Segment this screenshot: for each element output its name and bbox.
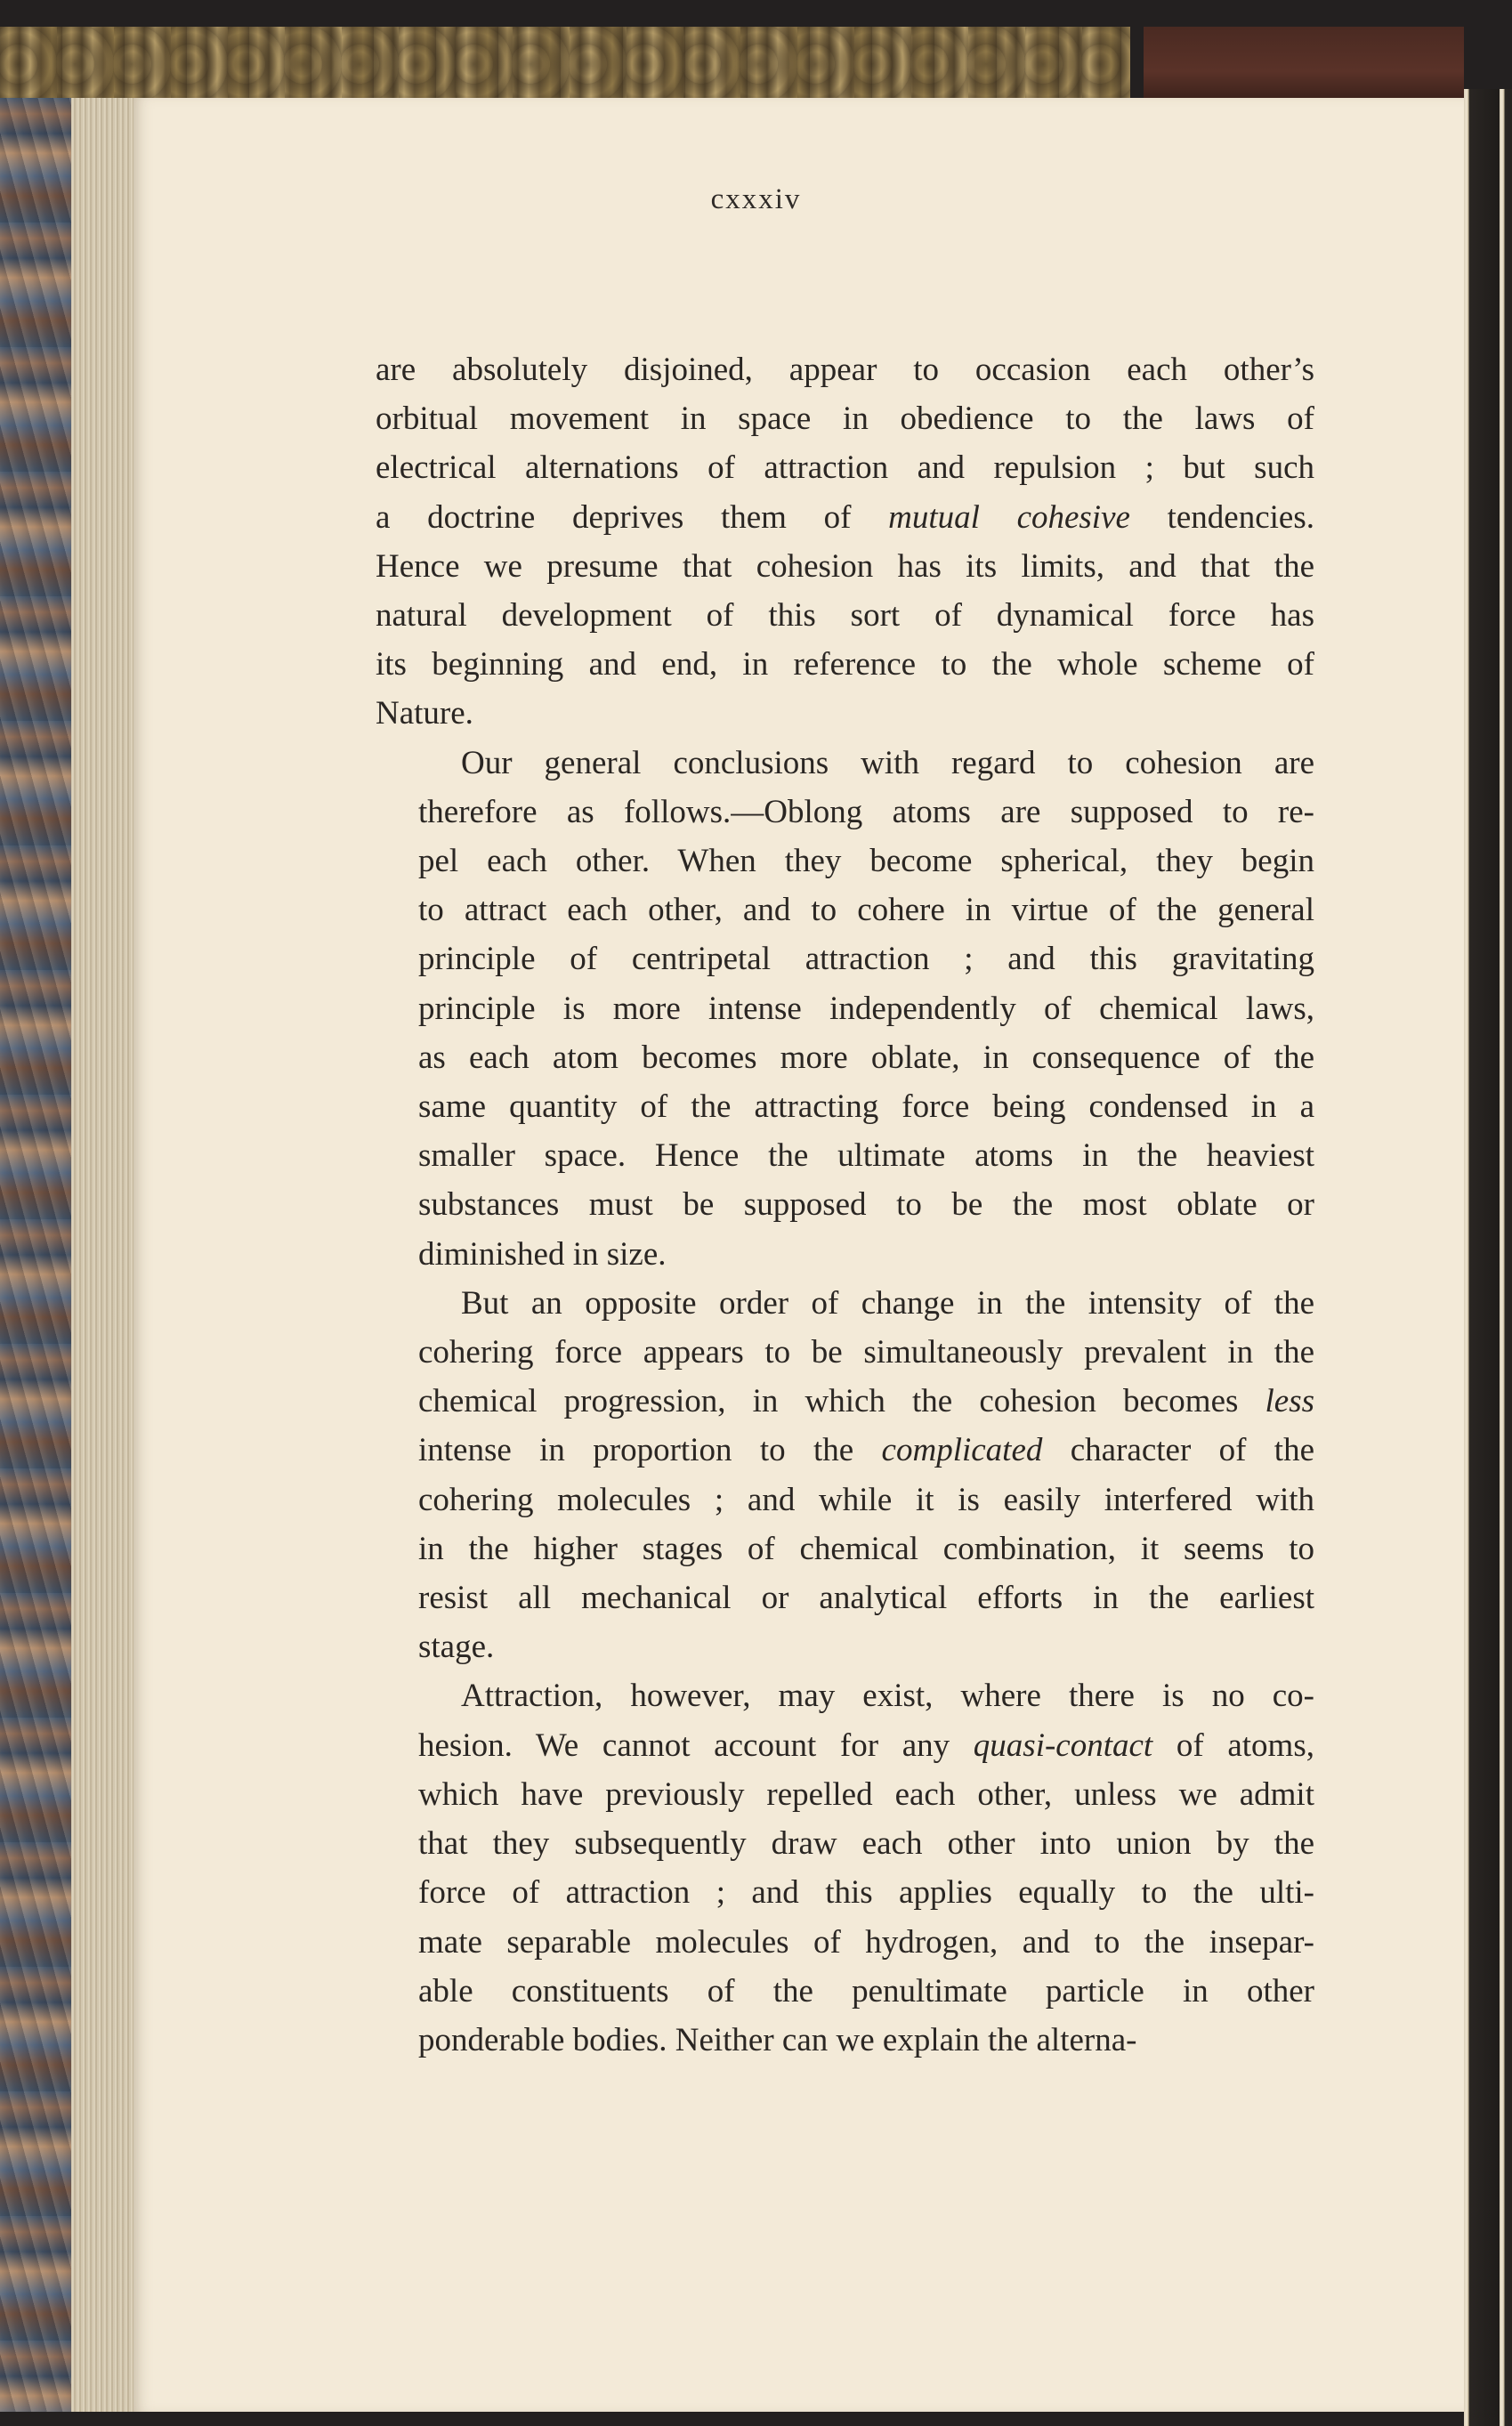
text-line (376, 1082, 1314, 1131)
text-line (376, 885, 1314, 934)
text-line (376, 1819, 1314, 1868)
text-segment: orbitual movement in space in obedience to the laws of (376, 400, 1314, 438)
text-segment: same quantity of the attracting force being condensed in a (418, 1088, 1314, 1126)
text-line (376, 1033, 1314, 1082)
text-line (376, 443, 1314, 492)
text-line (376, 1180, 1314, 1229)
text-line (376, 493, 1314, 542)
text-line (376, 1524, 1314, 1573)
text-line (376, 1918, 1314, 1967)
text-line (376, 788, 1314, 837)
text-segment: character of the (1042, 1432, 1314, 1469)
text-line (376, 1426, 1314, 1475)
text-segment: cohering molecules ; and while it is easily interfered with (418, 1481, 1314, 1518)
text-segment: substances must be supposed to be the most oblate or (418, 1186, 1314, 1224)
text-line (376, 984, 1314, 1033)
text-segment: its beginning and end, in reference to the whole scheme of (376, 646, 1314, 683)
italic-term: mutual cohesive (888, 498, 1130, 536)
text-segment: principle of centripetal attraction ; and this gravitating (418, 941, 1314, 978)
right-page-edge (1464, 89, 1512, 2426)
text-line (376, 1476, 1314, 1524)
text-line (376, 1377, 1314, 1426)
text-line (376, 1721, 1314, 1770)
text-line (376, 542, 1314, 591)
text-segment: Hence we presume that cohesion has its limits, and that the (376, 547, 1314, 585)
italic-term: complicated (881, 1432, 1043, 1469)
paragraph-4 (376, 1671, 1314, 2065)
text-line (376, 1573, 1314, 1622)
page-stack-edge (71, 98, 138, 2412)
text-line (376, 1967, 1314, 2016)
text-line (376, 1230, 1314, 1279)
binding-strap (1144, 27, 1464, 101)
text-line (376, 640, 1314, 689)
text-line (376, 837, 1314, 885)
text-segment: hesion. We cannot account for any (418, 1727, 974, 1764)
paragraph-3 (376, 1279, 1314, 1672)
text-line (376, 1622, 1314, 1671)
page-number: cxxxiv (710, 183, 802, 215)
paragraph-2 (376, 739, 1314, 1279)
text-segment: a doctrine deprives them of (376, 498, 889, 536)
text-segment: Attraction, however, may exist, where there is no co- (461, 1678, 1314, 1715)
text-segment: therefore as follows.—Oblong atoms are supposed to re- (418, 793, 1314, 830)
text-segment: of atoms, (1152, 1727, 1314, 1764)
text-segment: mate separable molecules of hydrogen, and to the insepar- (418, 1923, 1314, 1961)
text-line (376, 394, 1314, 443)
text-segment: chemical progression, in which the cohesion becomes (418, 1383, 1265, 1420)
text-segment: intense in proportion to the (418, 1432, 882, 1469)
text-segment: ponderable bodies. Neither can we explain the alterna- (418, 2021, 1137, 2058)
text-line (376, 739, 1314, 788)
text-line (376, 1279, 1314, 1328)
text-segment: diminished in size. (418, 1235, 667, 1273)
text-segment: tendencies. (1129, 498, 1314, 536)
text-segment: But an opposite order of change in the intensity of the (461, 1284, 1314, 1322)
text-segment: electrical alternations of attraction and repulsion ; but such (376, 449, 1314, 487)
text-segment: force of attraction ; and this applies equally to the ulti- (418, 1874, 1314, 1912)
text-segment: stage. (418, 1629, 495, 1666)
body-text (376, 345, 1314, 2065)
text-segment: smaller space. Hence the ultimate atoms in the heaviest (418, 1137, 1314, 1175)
text-line (376, 1770, 1314, 1819)
marbled-fore-edge (0, 98, 80, 2412)
text-line (376, 591, 1314, 640)
text-line (376, 934, 1314, 983)
text-line (376, 689, 1314, 738)
text-line (376, 1671, 1314, 1720)
text-segment: to attract each other, and to cohere in virtue of the general (418, 892, 1314, 929)
text-segment: are absolutely disjoined, appear to occasion each other’s (376, 352, 1314, 388)
text-line (376, 2016, 1314, 2065)
italic-term: quasi-contact (973, 1727, 1153, 1764)
text-segment: Nature. (376, 695, 473, 732)
text-line (376, 345, 1314, 394)
text-segment: that they subsequently draw each other into union by the (418, 1825, 1314, 1863)
text-segment: as each atom becomes more oblate, in consequence of the (418, 1039, 1314, 1076)
text-line (376, 1131, 1314, 1180)
text-segment: cohering force appears to be simultaneously prevalent in the (418, 1334, 1314, 1371)
text-segment: natural development of this sort of dynamical force has (376, 597, 1314, 635)
text-line (376, 1868, 1314, 1917)
text-segment: Our general conclusions with regard to cohesion are (461, 744, 1314, 781)
gilt-binding-edge (0, 27, 1130, 105)
text-segment: which have previously repelled each other, unless we admit (418, 1775, 1314, 1813)
text-segment: resist all mechanical or analytical efforts in the earliest (418, 1580, 1314, 1617)
text-segment: pel each other. When they become spherical, they begin (418, 843, 1314, 880)
text-segment: principle is more intense independently of chemical laws, (418, 990, 1314, 1027)
text-line (376, 1328, 1314, 1377)
paragraph-1 (376, 345, 1314, 739)
text-segment: able constituents of the penultimate particle in other (418, 1972, 1314, 2010)
italic-term: less (1265, 1383, 1314, 1420)
text-segment: in the higher stages of chemical combination, it seems to (418, 1530, 1314, 1567)
